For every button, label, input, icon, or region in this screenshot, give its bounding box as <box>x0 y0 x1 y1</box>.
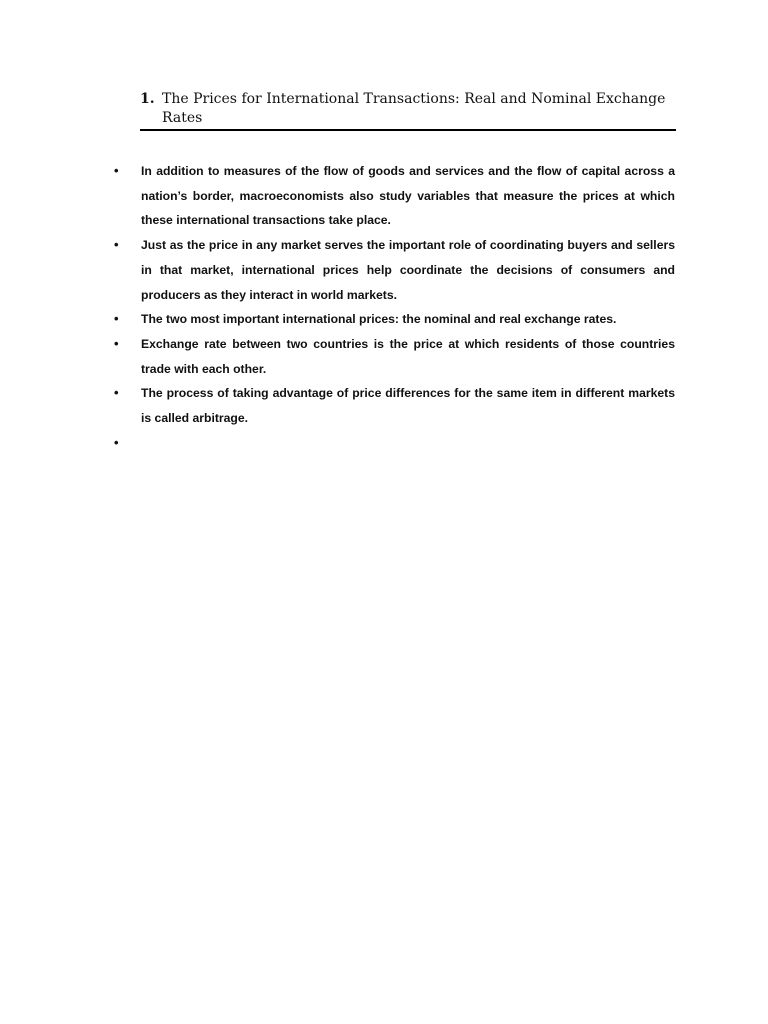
bullet-text-2: Just as the price in any market serves the important role of coordinating buyers and sellers in that market, international prices help coordinate the decisions of consumers and producers as they interact in world markets. <box>141 238 675 302</box>
bullet-text-1: In addition to measures of the flow of goods and services and the flow of capital across a nation’s border, macroeconomists also study variables that measure the prices at which these international transactions take place. <box>141 164 675 228</box>
bullet-item-6 <box>113 431 675 456</box>
bullet-item-5 <box>113 381 675 430</box>
bullet-text-3: The two most important international prices: the nominal and real exchange rates. <box>141 312 617 327</box>
bullet-item-1 <box>113 159 675 233</box>
bullet-text-5: The process of taking advantage of price differences for the same item in different markets is called arbitrage. <box>141 386 675 426</box>
bullet-icon: • <box>114 311 119 327</box>
bullet-icon: • <box>114 385 119 401</box>
bullet-list <box>113 159 675 455</box>
bullet-icon: • <box>114 335 119 351</box>
bullet-icon: • <box>114 237 119 253</box>
bullet-icon: • <box>114 434 119 450</box>
bullet-item-2 <box>113 233 675 307</box>
bullet-item-3 <box>113 307 675 332</box>
bullet-text-4: Exchange rate between two countries is the price at which residents of those countries trade with each other. <box>141 336 675 376</box>
section-title: The Prices for International Transactions: Real and Nominal Exchange Rates <box>162 91 666 126</box>
bullet-icon: • <box>114 163 119 178</box>
bullet-item-4 <box>113 332 675 381</box>
section-heading <box>140 90 676 131</box>
section-heading-row <box>140 90 676 128</box>
section-number: 1. <box>140 91 155 107</box>
bullet-text-6 <box>141 431 675 456</box>
